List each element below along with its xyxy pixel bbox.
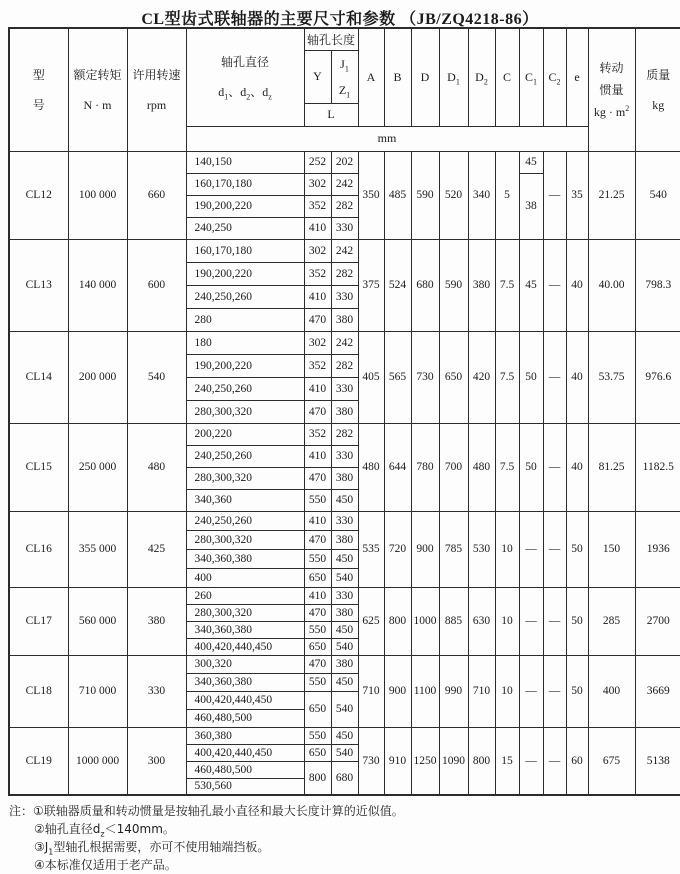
- dim-c2-cell: —: [543, 587, 566, 655]
- dim-e-cell: 50: [566, 587, 588, 655]
- length-y-cell: 352: [304, 262, 331, 285]
- bore-diameter-cell: 460,480,500: [186, 761, 304, 778]
- dim-c1-cell: —: [519, 727, 543, 795]
- bore-diameter-cell: 400,420,440,450: [186, 638, 304, 655]
- inertia-cell: 150: [588, 511, 635, 587]
- note-line: $③J_1$型轴孔根据需要，亦可不使用轴端挡板。: [34, 840, 270, 857]
- length-l-cell: 202: [331, 151, 358, 173]
- dim-c-cell: 15: [495, 727, 519, 795]
- dim-d-cell: 680: [411, 239, 439, 331]
- table-row: [9, 239, 680, 262]
- table-row: [9, 587, 680, 604]
- length-y-cell: 410: [304, 511, 331, 530]
- dim-d2-cell: 710: [468, 655, 495, 727]
- length-l-cell: 450: [331, 621, 358, 638]
- dim-c1-cell: —: [519, 587, 543, 655]
- dim-d2-cell: 480: [468, 423, 495, 511]
- length-l-cell: 540: [331, 744, 358, 761]
- dim-d1-cell: 885: [439, 587, 468, 655]
- inertia-cell: 40.00: [588, 239, 635, 331]
- dim-c1-cell: 45: [519, 239, 543, 331]
- dim-c-cell: 7.5: [495, 239, 519, 331]
- col-header-inertia: 转动 惯量 kg · $m^2$: [588, 28, 635, 151]
- length-y-cell: 650: [304, 744, 331, 761]
- dim-c1-cell: —: [519, 511, 543, 587]
- length-l-cell: 540: [331, 691, 358, 727]
- length-y-cell: 352: [304, 423, 331, 445]
- bore-diameter-cell: 140,150: [186, 151, 304, 173]
- dim-c2-cell: —: [543, 727, 566, 795]
- dim-c1-cell: 50: [519, 331, 543, 423]
- inertia-cell: 400: [588, 655, 635, 727]
- col-header-dim-c2: $C_2$: [543, 28, 566, 126]
- dim-c2-cell: —: [543, 655, 566, 727]
- mass-cell: 540: [635, 151, 680, 239]
- dim-e-cell: 50: [566, 511, 588, 587]
- bore-diameter-cell: 360,380: [186, 727, 304, 744]
- bore-diameter-cell: 240,250,260: [186, 445, 304, 467]
- col-header-dim-c1: $C_1$: [519, 28, 543, 126]
- speed-cell: 330: [127, 655, 186, 727]
- length-y-cell: 470: [304, 308, 331, 331]
- dim-c2-cell: —: [543, 239, 566, 331]
- dim-d2-cell: 630: [468, 587, 495, 655]
- length-y-cell: 352: [304, 354, 331, 377]
- col-header-dim-d1: $D_1$: [439, 28, 468, 126]
- dim-a-cell: 535: [358, 511, 384, 587]
- col-header-dim-b: B: [384, 28, 411, 126]
- dim-b-cell: 910: [384, 727, 411, 795]
- length-y-cell: 650: [304, 568, 331, 587]
- bore-diameter-cell: 240,250: [186, 217, 304, 239]
- dim-d1-cell: 700: [439, 423, 468, 511]
- bore-diameter-cell: 340,360,380: [186, 673, 304, 691]
- dim-d2-cell: 380: [468, 239, 495, 331]
- length-y-cell: 470: [304, 655, 331, 673]
- mass-cell: 5138: [635, 727, 680, 795]
- dim-d2-cell: 800: [468, 727, 495, 795]
- length-l-cell: 330: [331, 217, 358, 239]
- notes: [9, 802, 680, 874]
- model-cell: CL12: [9, 151, 68, 239]
- length-l-cell: 380: [331, 530, 358, 549]
- speed-cell: 380: [127, 587, 186, 655]
- bore-diameter-cell: 180: [186, 331, 304, 354]
- length-y-cell: 470: [304, 604, 331, 621]
- dim-d-cell: 1100: [411, 655, 439, 727]
- bore-diameter-cell: 280: [186, 308, 304, 331]
- page-title: CL型齿式联轴器的主要尺寸和参数 （JB/ZQ4218-86）: [141, 11, 539, 28]
- bore-diameter-cell: 400,420,440,450: [186, 744, 304, 761]
- dim-d2-cell: 340: [468, 151, 495, 239]
- col-header-mass: 质量 kg: [635, 28, 680, 151]
- length-y-cell: 550: [304, 549, 331, 568]
- dim-a-cell: 405: [358, 331, 384, 423]
- inertia-cell: 81.25: [588, 423, 635, 511]
- unit-row-mm: mm: [186, 126, 588, 151]
- length-l-cell: 540: [331, 568, 358, 587]
- dim-c2-cell: —: [543, 423, 566, 511]
- dim-a-cell: 350: [358, 151, 384, 239]
- bore-diameter-cell: 280,300,320: [186, 400, 304, 423]
- speed-cell: 540: [127, 331, 186, 423]
- speed-cell: 300: [127, 727, 186, 795]
- bore-diameter-cell: 400: [186, 568, 304, 587]
- length-l-cell: 380: [331, 655, 358, 673]
- inertia-cell: 285: [588, 587, 635, 655]
- length-l-cell: 330: [331, 511, 358, 530]
- col-header-speed: 许用转速 rpm: [127, 28, 186, 151]
- mass-cell: 1936: [635, 511, 680, 587]
- mass-cell: 2700: [635, 587, 680, 655]
- inertia-cell: 21.25: [588, 151, 635, 239]
- model-cell: CL18: [9, 655, 68, 727]
- bore-diameter-cell: 190,200,220: [186, 262, 304, 285]
- table-row: [9, 511, 680, 530]
- dim-b-cell: 900: [384, 655, 411, 727]
- torque-cell: 355 000: [68, 511, 127, 587]
- length-l-cell: 380: [331, 400, 358, 423]
- bore-diameter-cell: 280,300,320: [186, 467, 304, 489]
- length-l-cell: 330: [331, 377, 358, 400]
- dim-b-cell: 800: [384, 587, 411, 655]
- bore-diameter-cell: 460,480,500: [186, 709, 304, 727]
- torque-cell: 200 000: [68, 331, 127, 423]
- length-y-cell: 550: [304, 727, 331, 744]
- dim-d-cell: 1250: [411, 727, 439, 795]
- dim-e-cell: 40: [566, 423, 588, 511]
- col-header-dim-d: D: [411, 28, 439, 126]
- col-header-bore-length: 轴孔长度: [304, 28, 358, 50]
- dim-d-cell: 1000: [411, 587, 439, 655]
- speed-cell: 660: [127, 151, 186, 239]
- torque-cell: 140 000: [68, 239, 127, 331]
- torque-cell: 100 000: [68, 151, 127, 239]
- model-cell: CL16: [9, 511, 68, 587]
- dim-e-cell: 40: [566, 331, 588, 423]
- col-header-model: 型 号: [9, 28, 68, 151]
- dim-e-cell: 35: [566, 151, 588, 239]
- length-l-cell: 330: [331, 587, 358, 604]
- notes-prefix: 注：: [9, 804, 34, 818]
- mass-cell: 976.6: [635, 331, 680, 423]
- table-row: [9, 151, 680, 173]
- length-y-cell: 550: [304, 673, 331, 691]
- dim-e-cell: 50: [566, 655, 588, 727]
- torque-cell: 250 000: [68, 423, 127, 511]
- model-cell: CL14: [9, 331, 68, 423]
- length-y-cell: 410: [304, 377, 331, 400]
- dim-a-cell: 480: [358, 423, 384, 511]
- length-l-cell: 450: [331, 549, 358, 568]
- bore-diameter-cell: 400,420,440,450: [186, 691, 304, 709]
- length-l-cell: 450: [331, 489, 358, 511]
- dim-d-cell: 900: [411, 511, 439, 587]
- torque-cell: 1000 000: [68, 727, 127, 795]
- dim-d-cell: 780: [411, 423, 439, 511]
- length-l-cell: 242: [331, 331, 358, 354]
- length-y-cell: 800: [304, 761, 331, 795]
- col-header-dim-d2: $D_2$: [468, 28, 495, 126]
- length-y-cell: 252: [304, 151, 331, 173]
- speed-cell: 425: [127, 511, 186, 587]
- dim-c-cell: 10: [495, 587, 519, 655]
- speed-cell: 600: [127, 239, 186, 331]
- model-cell: CL17: [9, 587, 68, 655]
- length-l-cell: 282: [331, 195, 358, 217]
- bore-diameter-cell: 240,250,260: [186, 285, 304, 308]
- dim-c-cell: 5: [495, 151, 519, 239]
- speed-cell: 480: [127, 423, 186, 511]
- note-line: ②轴孔直径$d_z<140mm$。: [34, 822, 175, 839]
- torque-cell: 710 000: [68, 655, 127, 727]
- dim-d1-cell: 1090: [439, 727, 468, 795]
- dim-c-cell: 10: [495, 655, 519, 727]
- length-y-cell: 352: [304, 195, 331, 217]
- length-l-cell: 330: [331, 285, 358, 308]
- dim-d1-cell: 520: [439, 151, 468, 239]
- length-y-cell: 302: [304, 331, 331, 354]
- col-header-length-j-z: $J_1$ $Z_1$: [331, 50, 358, 103]
- bore-diameter-cell: 530,560: [186, 778, 304, 795]
- col-header-dim-a: A: [358, 28, 384, 126]
- dim-d1-cell: 650: [439, 331, 468, 423]
- spec-table: [8, 27, 680, 796]
- dim-c2-cell: —: [543, 331, 566, 423]
- length-y-cell: 550: [304, 621, 331, 638]
- header-row-1: [9, 28, 680, 50]
- bore-diameter-cell: 190,200,220: [186, 354, 304, 377]
- length-l-cell: 680: [331, 761, 358, 795]
- bore-diameter-cell: 240,250,260: [186, 511, 304, 530]
- dim-d1-cell: 785: [439, 511, 468, 587]
- length-l-cell: 380: [331, 467, 358, 489]
- length-y-cell: 650: [304, 638, 331, 655]
- model-cell: CL13: [9, 239, 68, 331]
- bore-diameter-cell: 340,360,380: [186, 621, 304, 638]
- length-y-cell: 302: [304, 239, 331, 262]
- bore-diameter-cell: 200,220: [186, 423, 304, 445]
- bore-diameter-cell: 280,300,320: [186, 604, 304, 621]
- dim-c-cell: 7.5: [495, 423, 519, 511]
- mass-cell: 1182.5: [635, 423, 680, 511]
- length-l-cell: 242: [331, 173, 358, 195]
- bore-diameter-cell: 160,170,180: [186, 173, 304, 195]
- dim-c1-cell: 38: [519, 173, 543, 239]
- mass-cell: 798.3: [635, 239, 680, 331]
- col-header-dim-c: C: [495, 28, 519, 126]
- dim-c-cell: 10: [495, 511, 519, 587]
- table-row: [9, 423, 680, 445]
- table-body: [9, 151, 680, 795]
- dim-b-cell: 565: [384, 331, 411, 423]
- dim-d1-cell: 990: [439, 655, 468, 727]
- length-l-cell: 282: [331, 354, 358, 377]
- length-l-cell: 282: [331, 423, 358, 445]
- length-y-cell: 650: [304, 691, 331, 727]
- dim-c2-cell: —: [543, 151, 566, 239]
- col-header-dim-e: e: [566, 28, 588, 126]
- torque-cell: 560 000: [68, 587, 127, 655]
- bore-diameter-cell: 340,360: [186, 489, 304, 511]
- dim-a-cell: 730: [358, 727, 384, 795]
- bore-diameter-cell: 240,250,260: [186, 377, 304, 400]
- bore-diameter-cell: 190,200,220: [186, 195, 304, 217]
- table-row: [9, 727, 680, 744]
- dim-d-cell: 730: [411, 331, 439, 423]
- dim-c-cell: 7.5: [495, 331, 519, 423]
- length-l-cell: 380: [331, 604, 358, 621]
- length-l-cell: 450: [331, 727, 358, 744]
- dim-d-cell: 590: [411, 151, 439, 239]
- length-l-cell: 450: [331, 673, 358, 691]
- mass-cell: 3669: [635, 655, 680, 727]
- dim-a-cell: 625: [358, 587, 384, 655]
- length-y-cell: 470: [304, 400, 331, 423]
- length-y-cell: 470: [304, 530, 331, 549]
- model-cell: CL15: [9, 423, 68, 511]
- length-l-cell: 330: [331, 445, 358, 467]
- table-head: [9, 28, 680, 151]
- table-row: [9, 331, 680, 354]
- inertia-cell: 53.75: [588, 331, 635, 423]
- length-y-cell: 550: [304, 489, 331, 511]
- dim-b-cell: 524: [384, 239, 411, 331]
- col-header-length-l: L: [304, 103, 358, 126]
- dim-b-cell: 720: [384, 511, 411, 587]
- dim-d1-cell: 590: [439, 239, 468, 331]
- length-l-cell: 242: [331, 239, 358, 262]
- length-l-cell: 282: [331, 262, 358, 285]
- length-y-cell: 470: [304, 467, 331, 489]
- note-line: ④本标准仅适用于老产品。: [34, 858, 177, 872]
- bore-diameter-cell: 300,320: [186, 655, 304, 673]
- dim-b-cell: 485: [384, 151, 411, 239]
- note-line: 注：①联轴器质量和转动惯量是按轴孔最小直径和最大长度计算的近似值。: [9, 804, 404, 818]
- table-row: [9, 655, 680, 673]
- dim-c1-cell: 45: [519, 151, 543, 173]
- dim-b-cell: 644: [384, 423, 411, 511]
- dim-c2-cell: —: [543, 511, 566, 587]
- col-header-bore-diameter: 轴孔直径 $d_1$、$d_2$、$d_z$: [186, 28, 304, 126]
- inertia-cell: 675: [588, 727, 635, 795]
- model-cell: CL19: [9, 727, 68, 795]
- bore-diameter-cell: 340,360,380: [186, 549, 304, 568]
- dim-d2-cell: 530: [468, 511, 495, 587]
- dim-a-cell: 710: [358, 655, 384, 727]
- length-y-cell: 410: [304, 217, 331, 239]
- dim-c1-cell: —: [519, 655, 543, 727]
- bore-diameter-cell: 280,300,320: [186, 530, 304, 549]
- length-y-cell: 302: [304, 173, 331, 195]
- dim-c1-cell: 50: [519, 423, 543, 511]
- length-y-cell: 410: [304, 587, 331, 604]
- length-y-cell: 410: [304, 285, 331, 308]
- length-y-cell: 410: [304, 445, 331, 467]
- dim-e-cell: 60: [566, 727, 588, 795]
- col-header-torque: 额定转矩 N · m: [68, 28, 127, 151]
- dim-d2-cell: 420: [468, 331, 495, 423]
- length-l-cell: 380: [331, 308, 358, 331]
- bore-diameter-cell: 260: [186, 587, 304, 604]
- bore-diameter-cell: 160,170,180: [186, 239, 304, 262]
- dim-e-cell: 40: [566, 239, 588, 331]
- length-l-cell: 540: [331, 638, 358, 655]
- col-header-length-y: Y: [304, 50, 331, 103]
- dim-a-cell: 375: [358, 239, 384, 331]
